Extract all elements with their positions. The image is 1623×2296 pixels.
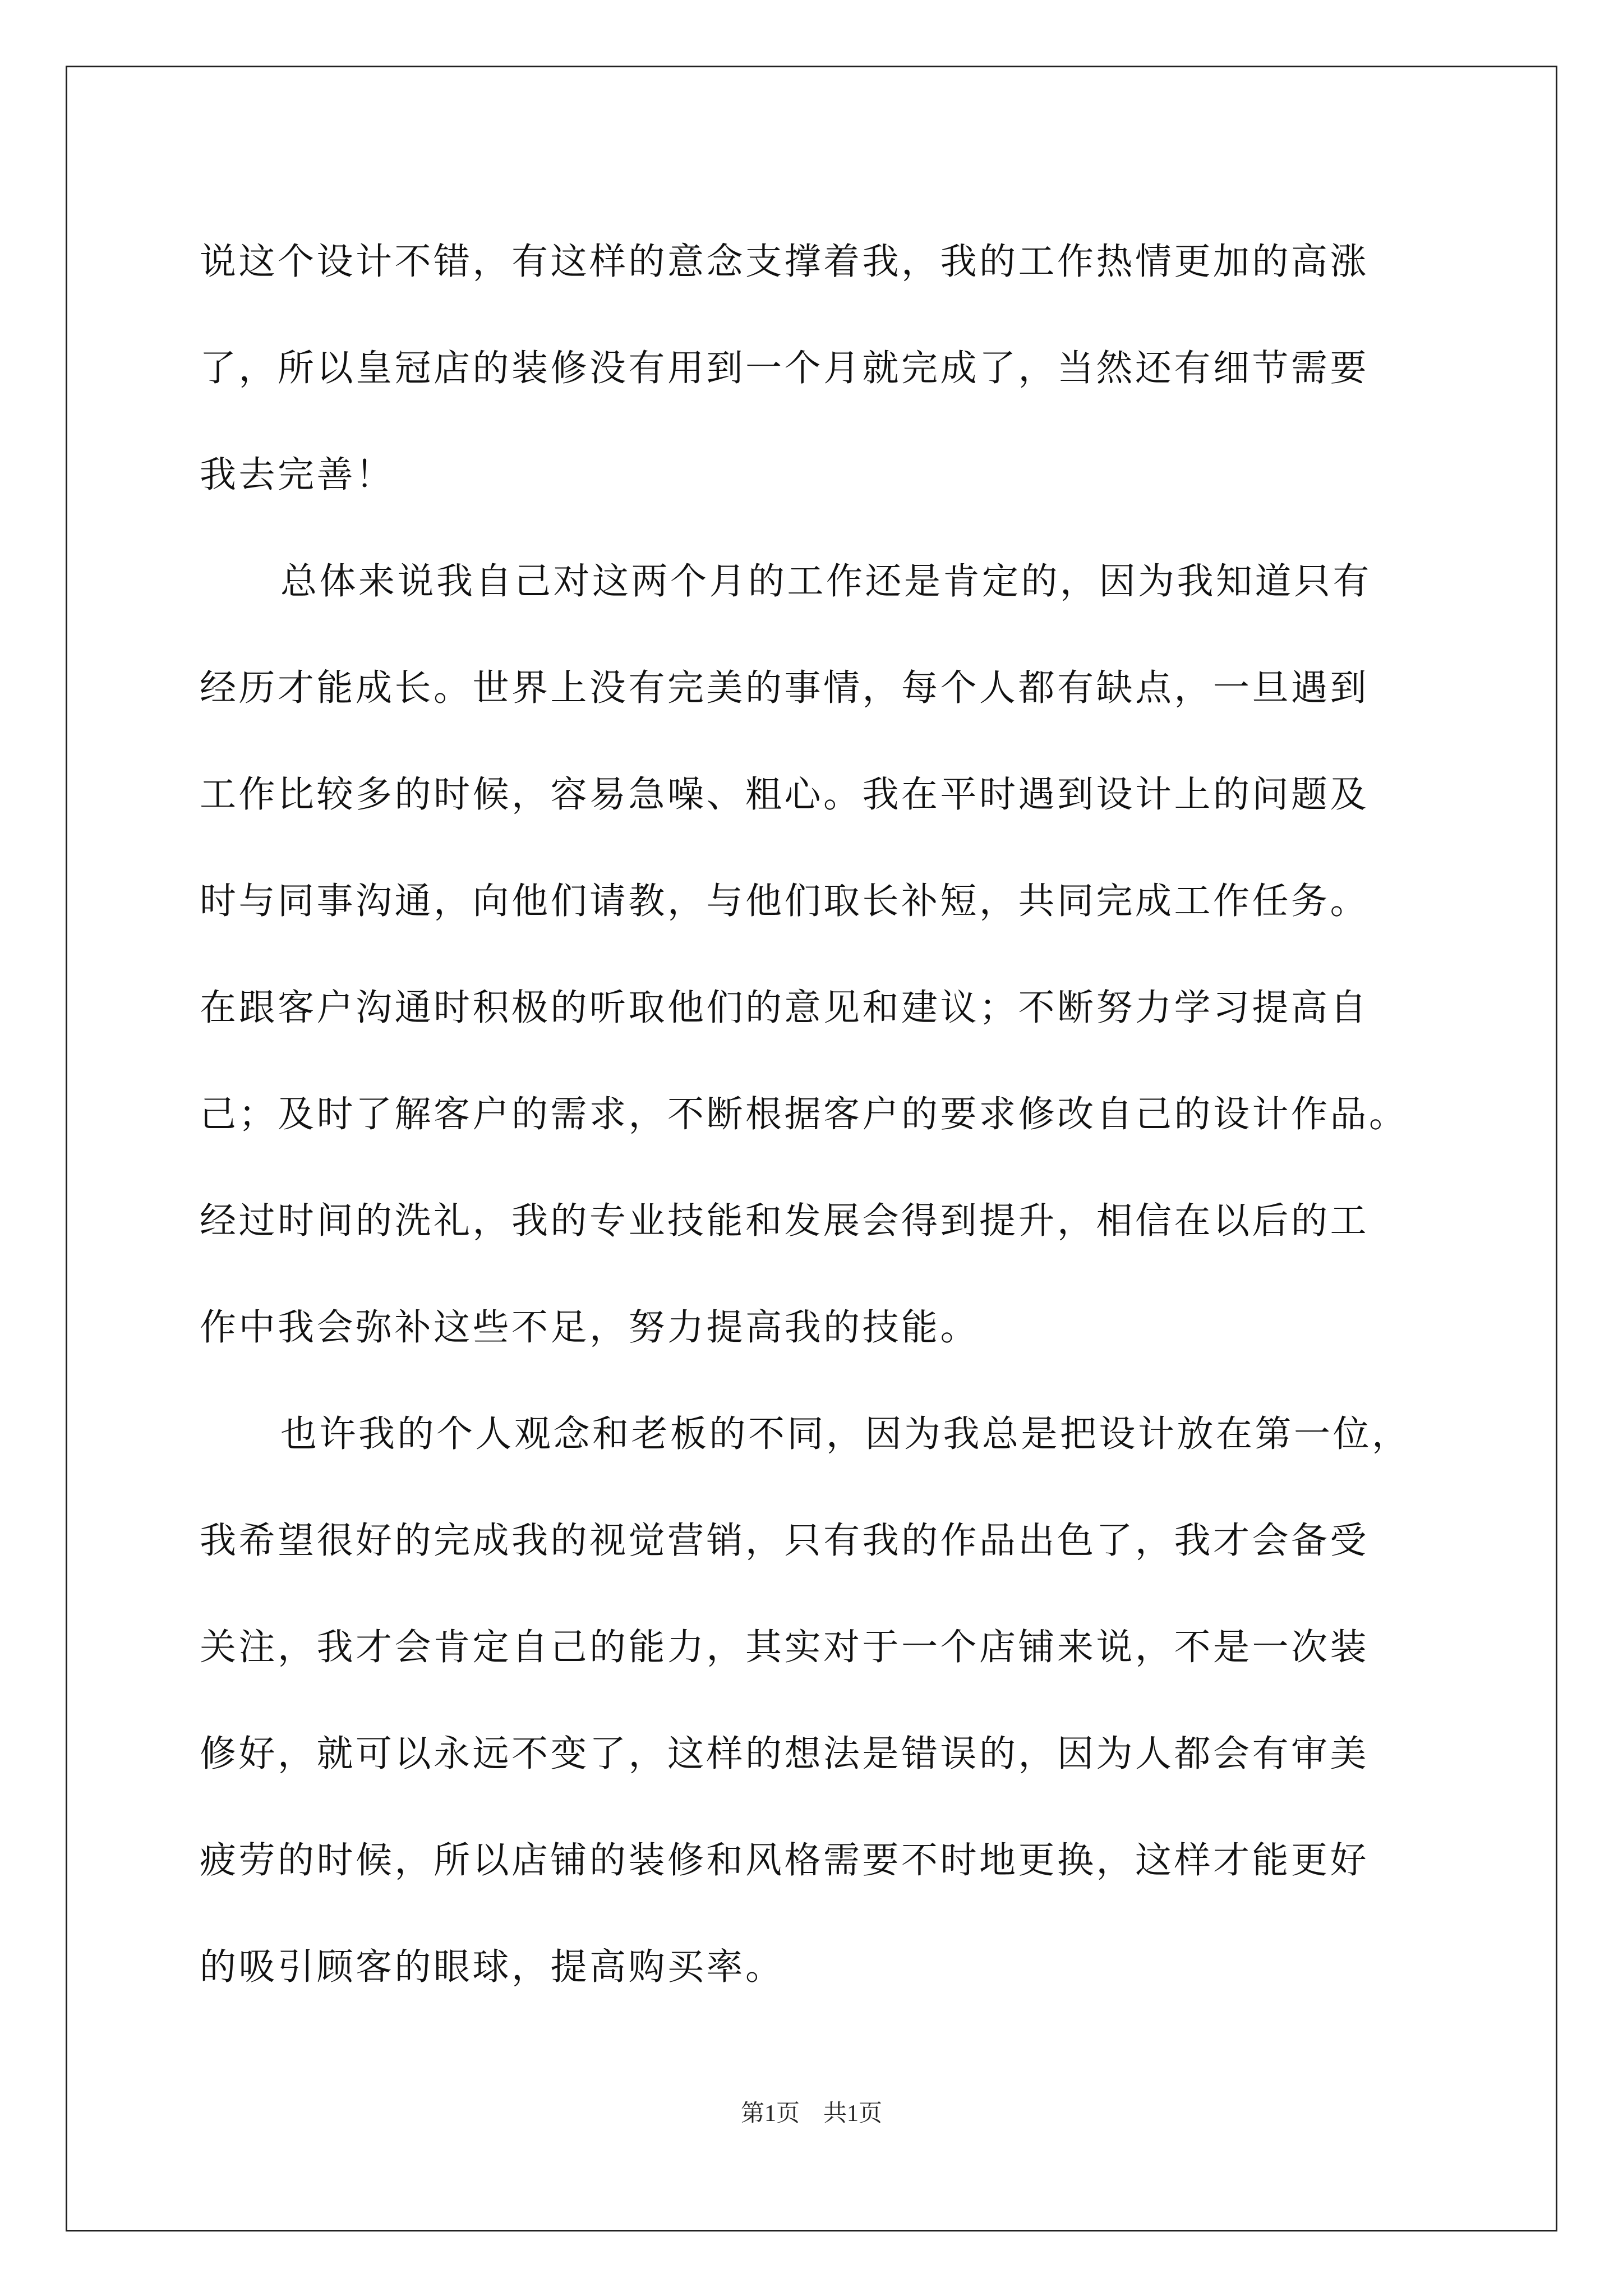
text-line: 经过时间的洗礼，我的专业技能和发展会得到提升，相信在以后的工	[200, 1200, 1370, 1242]
text-line: 己；及时了解客户的需求，不断根据客户的要求修改自己的设计作品。	[200, 1093, 1408, 1135]
text-line: 我去完善！	[200, 454, 395, 496]
text-line: 疲劳的时候，所以店铺的装修和风格需要不时地更换，这样才能更好	[200, 1839, 1370, 1881]
text-line: 了，所以皇冠店的装修没有用到一个月就完成了，当然还有细节需要	[200, 347, 1370, 389]
text-line: 经历才能成长。世界上没有完美的事情，每个人都有缺点，一旦遇到	[200, 667, 1370, 709]
page-number: 第1页 共1页	[740, 2101, 882, 2127]
text-line: 也许我的个人观念和老板的不同，因为我总是把设计放在第一位，	[280, 1413, 1411, 1455]
text-line: 说这个设计不错，有这样的意念支撑着我，我的工作热情更加的高涨	[200, 241, 1370, 283]
text-line: 修好，就可以永远不变了，这样的想法是错误的，因为人都会有审美	[200, 1733, 1370, 1775]
text-line: 工作比较多的时候，容易急噪、粗心。我在平时遇到设计上的问题及	[200, 774, 1370, 816]
text-line: 关注，我才会肯定自己的能力，其实对于一个店铺来说，不是一次装	[200, 1626, 1370, 1668]
text-line: 作中我会弥补这些不足，努力提高我的技能。	[200, 1306, 980, 1349]
document-body	[200, 209, 1484, 2021]
text-line: 时与同事沟通，向他们请教，与他们取长补短，共同完成工作任务。	[200, 880, 1370, 922]
text-line: 的吸引顾客的眼球，提高购买率。	[200, 1946, 785, 1988]
text-line: 我希望很好的完成我的视觉营销，只有我的作品出色了，我才会备受	[200, 1520, 1370, 1562]
text-line: 总体来说我自己对这两个月的工作还是肯定的，因为我知道只有	[280, 560, 1372, 602]
text-line: 在跟客户沟通时积极的听取他们的意见和建议；不断努力学习提高自	[200, 987, 1370, 1029]
